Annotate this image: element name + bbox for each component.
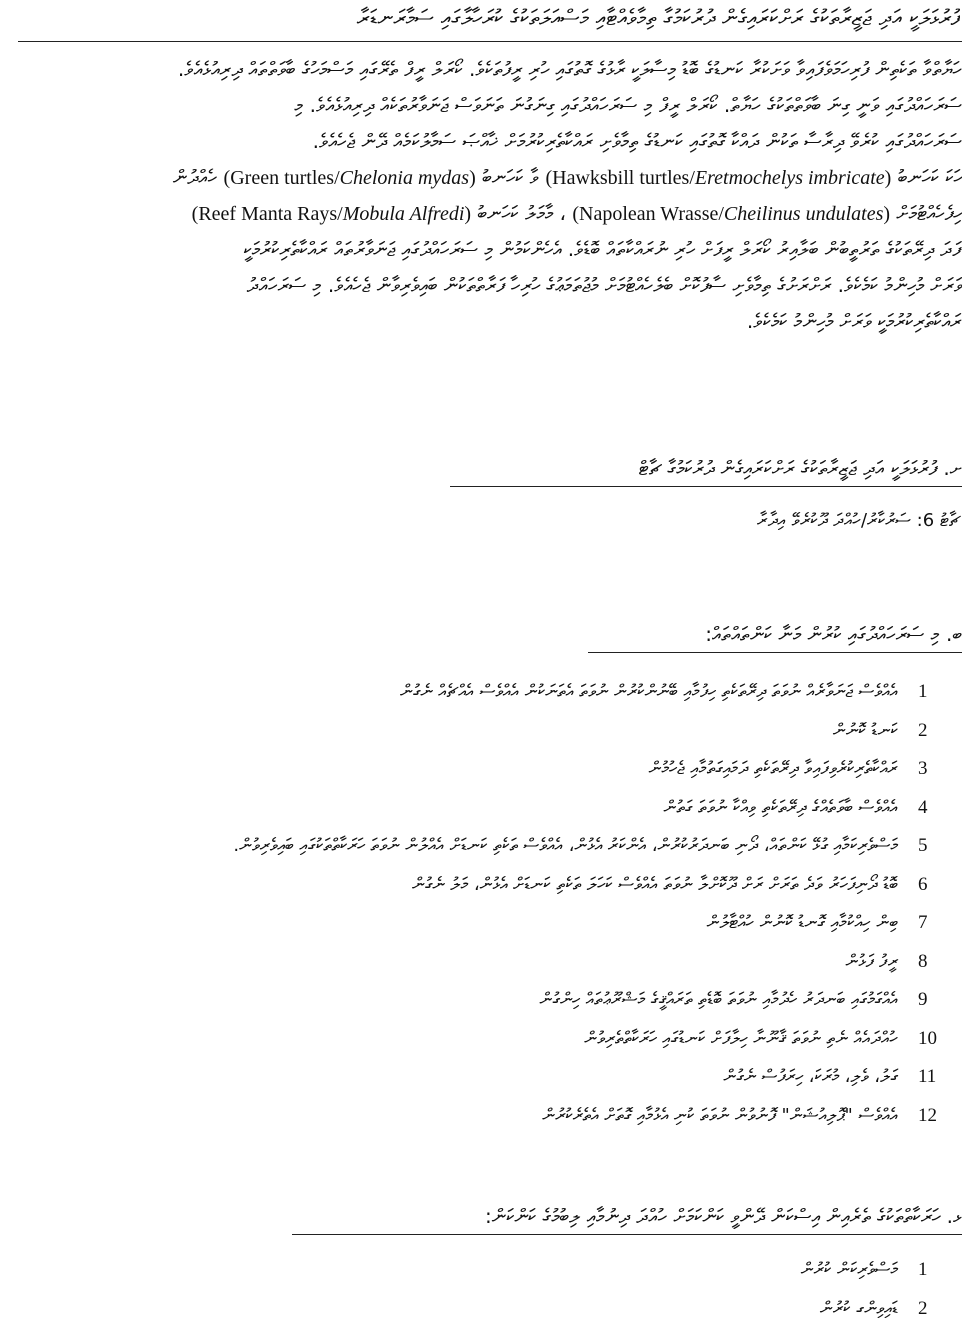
species-text: ހެއްދުން bbox=[173, 165, 217, 189]
chart-reference: ޗާޓު 6: ސަރުކާރު/ހުއްދަ ދޫކުރެވޭ އިދާރާ bbox=[757, 506, 960, 536]
species-latin: (Napolean Wrasse/Cheilinus undulates) bbox=[572, 203, 890, 225]
section-c-heading: ޅ. ހަރަކާތްތަކުގެ ތެރެއިން އިސްކަން ދޭންވީ ކަންކަމަށް ހުއްދަ ދިނުމާއި ލިބުމުގެ ކަންކަން: bbox=[292, 1200, 962, 1232]
list-item: 2ކަނޑު ކޮނުން bbox=[40, 713, 958, 752]
intro-line: ވަރަށް މުހިންމު ކަމެކެވެ. ރަށްރަށުގެ ތިމާވެށި ސާފުކޮށް ބެލެހެއްޓުމަށް މުޖުތަމަޢުގެ ހުރިހާ ފަރާތްތަކުން ބައިވެރިވާން ޖެހެއެވެ. މި ސަރަހައްދު bbox=[18, 268, 962, 304]
species-text: ، މާމަލު ކަހަނބު bbox=[477, 201, 566, 225]
list-item: 3ރައްކާތެރިކުރެވިފައިވާ ދިރޭތަކެތި ދަމައިގަތުމާއި ޖެހުމުން bbox=[40, 751, 958, 790]
list-item: 1އެއްވެސް ޖަނަވާރެއް ނުވަތަ ދިރޭތަކެތި ހިފުމާއި ބޭނުންކުރުން ނުވަތަ އެތަނަކުން އެއްވެސް އެއްޗެއް ނެގުން bbox=[40, 674, 958, 713]
prohibited-list bbox=[40, 674, 958, 1136]
intro-line: ސަރަހައްދުގައި ކުރެވޭ ދިރާސާ ތަކުން ދައްކާ ގޮތުގައި ކަނޑުގެ ތިމާވެށި ރައްކާތެރިކުރުމަށް ޚާއްޞަ ސަމާލުކަމެއް ދޭން ޖެހެއެވެ. bbox=[18, 124, 962, 160]
list-item: 10ހުއްދައެއް ނެތި ނުވަތަ ޤާނޫނާ ހިލާފަށް ކަނޑުގައި ހަރަކާތްތެރިވުން bbox=[40, 1021, 958, 1060]
list-item: 8ރީފު ފަޅުން bbox=[40, 944, 958, 983]
section-b bbox=[588, 618, 962, 653]
section-c bbox=[292, 1200, 962, 1235]
section-a bbox=[450, 452, 962, 487]
species-latin: (Hawksbill turtles/Eretmochelys imbricate) bbox=[545, 167, 891, 189]
intro-line: ފަދަ ދިރޭތަކުގެ ތަރުތީބުން ބަލާއިރު ކޯރަލް ރީފަށް ހުރި ނުރައްކާތައް ބޮޑެވެ. އެހެންކަމުން މި ސަރަހައްދުގައި ޖަނަވާރުތައް ރައްކާތެރިކުރުމަކީ bbox=[18, 232, 962, 268]
list-item: 2ޑައިވިންގ ކުރުން bbox=[40, 1291, 958, 1329]
list-item: 9އެއްގަމުގައި ބަނދަރު ހެދުމާއި ނުވަތަ ބޮޑެތި ތަރައްޤީގެ މަޝްރޫޢުތައް ހިންގުން bbox=[40, 982, 958, 1021]
section-c-rule bbox=[292, 1234, 962, 1235]
intro-line: ސަރަހައްދުގައި ވަނީ ގިނަ ބާވަތްތަކުގެ ހަޔާތް. ކޯރަލް ރީފް މި ސަރަހައްދުގައި ގިނަގުނަ ތަނަވަސް ޖަނަވާރުތަކެއް ދިރިއުޅެއެވެ. މި bbox=[18, 88, 962, 124]
intro-paragraph bbox=[18, 52, 962, 340]
section-b-rule bbox=[588, 652, 962, 653]
list-item: 4އެއްވެސް ބާވަތެއްގެ ދިރޭތަކެތި ވިއްކާ ނުވަތަ ގަތުން bbox=[40, 790, 958, 829]
permitted-list bbox=[40, 1252, 958, 1329]
intro-line-species-1 bbox=[18, 160, 962, 196]
species-text: ވާ ކަހަނބު bbox=[482, 165, 539, 189]
section-a-heading: ށ. ފުރުޅަލަކީ އަދި ޖަޒީރާތަކުގެ ރަށްކަރައިގެން ދުރުކަމުގާ ޗާޓް bbox=[450, 452, 962, 484]
intro-line: ރައްކާތެރިކުރުމަކީ ވަރަށް މުހިންމު ކަމެކެވެ. bbox=[18, 304, 962, 340]
intro-line: ހަޔާތްވާ ތަކެތިން ފުރިހަމަވެފައިވާ ވަށަކުރާ ކަނޑުގެ ބޮޑު މިސާލަކީ ރާޅުގެ ގޮތުގައި ހުރި ރީފުތަކެވެ. ކޯރަލް ރީފް ތެރޭގައި މަސްމަހުގެ ބާވަތްތައް ދިރިއުޅެއެވެ. bbox=[18, 52, 962, 88]
species-text: ހިފެހެއްޓުމަށް bbox=[896, 201, 962, 225]
list-item: 11ގަލު، ވެލި، މުރަކަ، ހިރަފުސް ނެގުން bbox=[40, 1059, 958, 1098]
species-latin: (Reef Manta Rays/Mobula Alfredi) bbox=[192, 203, 471, 225]
top-heading-rule bbox=[18, 41, 962, 42]
list-item: 7ބިން ހިއްކުމާއި ގޮނޑު ކޮނުން ހުއްޓާލުން bbox=[40, 905, 958, 944]
species-text: ހަކަ ކަހަނބު bbox=[898, 165, 962, 189]
list-item: 5މަސްވެރިކަމާއި ގުޅޭ ކަންތައް، ދޯނި ބަނދަރުކުރުން، އެންކަރު އެޅުން، އެއްވެސް ތަކެތި ކަނޑަށް އެއްލުން ނުވަތަ ހަރަކާތްތަކުގައި ބައިވެރިވުން. bbox=[40, 828, 958, 867]
section-a-rule bbox=[450, 486, 962, 487]
section-b-heading: ބ. މި ސަރަހައްދުގައި ކުރުން މަނާ ކަންތައްތައް: bbox=[588, 618, 962, 650]
intro-line-species-2 bbox=[18, 196, 962, 232]
list-item: 6ބޮޑު ދޯނިފަހަރު ވަދެ ތަރަށް ރަށް ދޫކޮށްލާ ނުވަތަ އެއްވެސް ކަހަލަ ތަކެތި ކަނޑަށް އެޅުން، މަލު ނެގުން bbox=[40, 867, 958, 906]
top-heading: ފުރުޅަލަކީ އަދި ޖަޒީރާތަކުގެ ރަށްކަރައިގެން ދުރުކަމުގާ ތިމާވެއްޓާއި މަސްއަލަތަކުގެ ކުރަހާލާގައި ސަމާރަނޑަރާ bbox=[18, 2, 960, 40]
list-item: 1މަސްވެރިކަން ކުރުން bbox=[40, 1252, 958, 1291]
species-latin: (Green turtles/Chelonia mydas) bbox=[224, 167, 476, 189]
list-item: 12އެއްވެސް "ޕޮލިއުޝަން" ފޮނުވުން ނުވަތަ ކުނި އެޅުމާއި ގޮތަށް އެތެރެކުރުން bbox=[40, 1098, 958, 1137]
